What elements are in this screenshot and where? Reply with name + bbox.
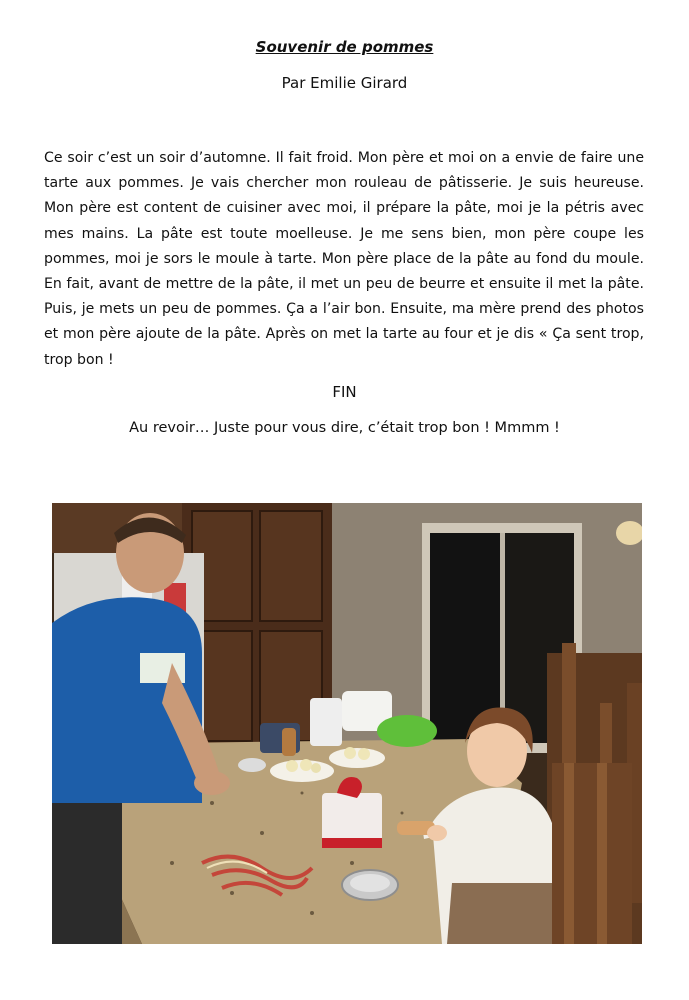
author-line: Par Emilie Girard	[281, 74, 408, 92]
closing-line: Au revoir… Juste pour vous dire, c’était trop bon ! Mmmm !	[129, 420, 560, 436]
fin-label: FIN	[332, 383, 357, 401]
green-bowl	[377, 715, 437, 747]
kitchen-photo	[52, 503, 642, 944]
flour-jar	[310, 698, 342, 746]
story-paragraph: Ce soir c’est un soir d’automne. Il fait froid. Mon père et moi on a envie de faire une tarte aux pommes. Je vais chercher mon rouleau de pâtisserie. Je suis heureuse. Mon père est content de cuisiner avec moi, il prépare la pâte, moi je la pétris avec mes mains. La pâte est toute moelleuse. Je me sens bien, mon père coupe les pommes, moi je sors le moule à tarte. Mon père place de la pâte au fond du moule. En fait, avant de mettre de la pâte, il met un peu de beurre et ensuite il met la pâte. Puis, je mets un peu de pommes. Ça a l’air bon. Ensuite, ma mère prend des photos et mon père ajoute de la pâte. Après on met la tarte au four et je dis « Ça sent trop, trop bon !	[44, 150, 644, 368]
document-title: Souvenir de pommes	[255, 38, 434, 56]
